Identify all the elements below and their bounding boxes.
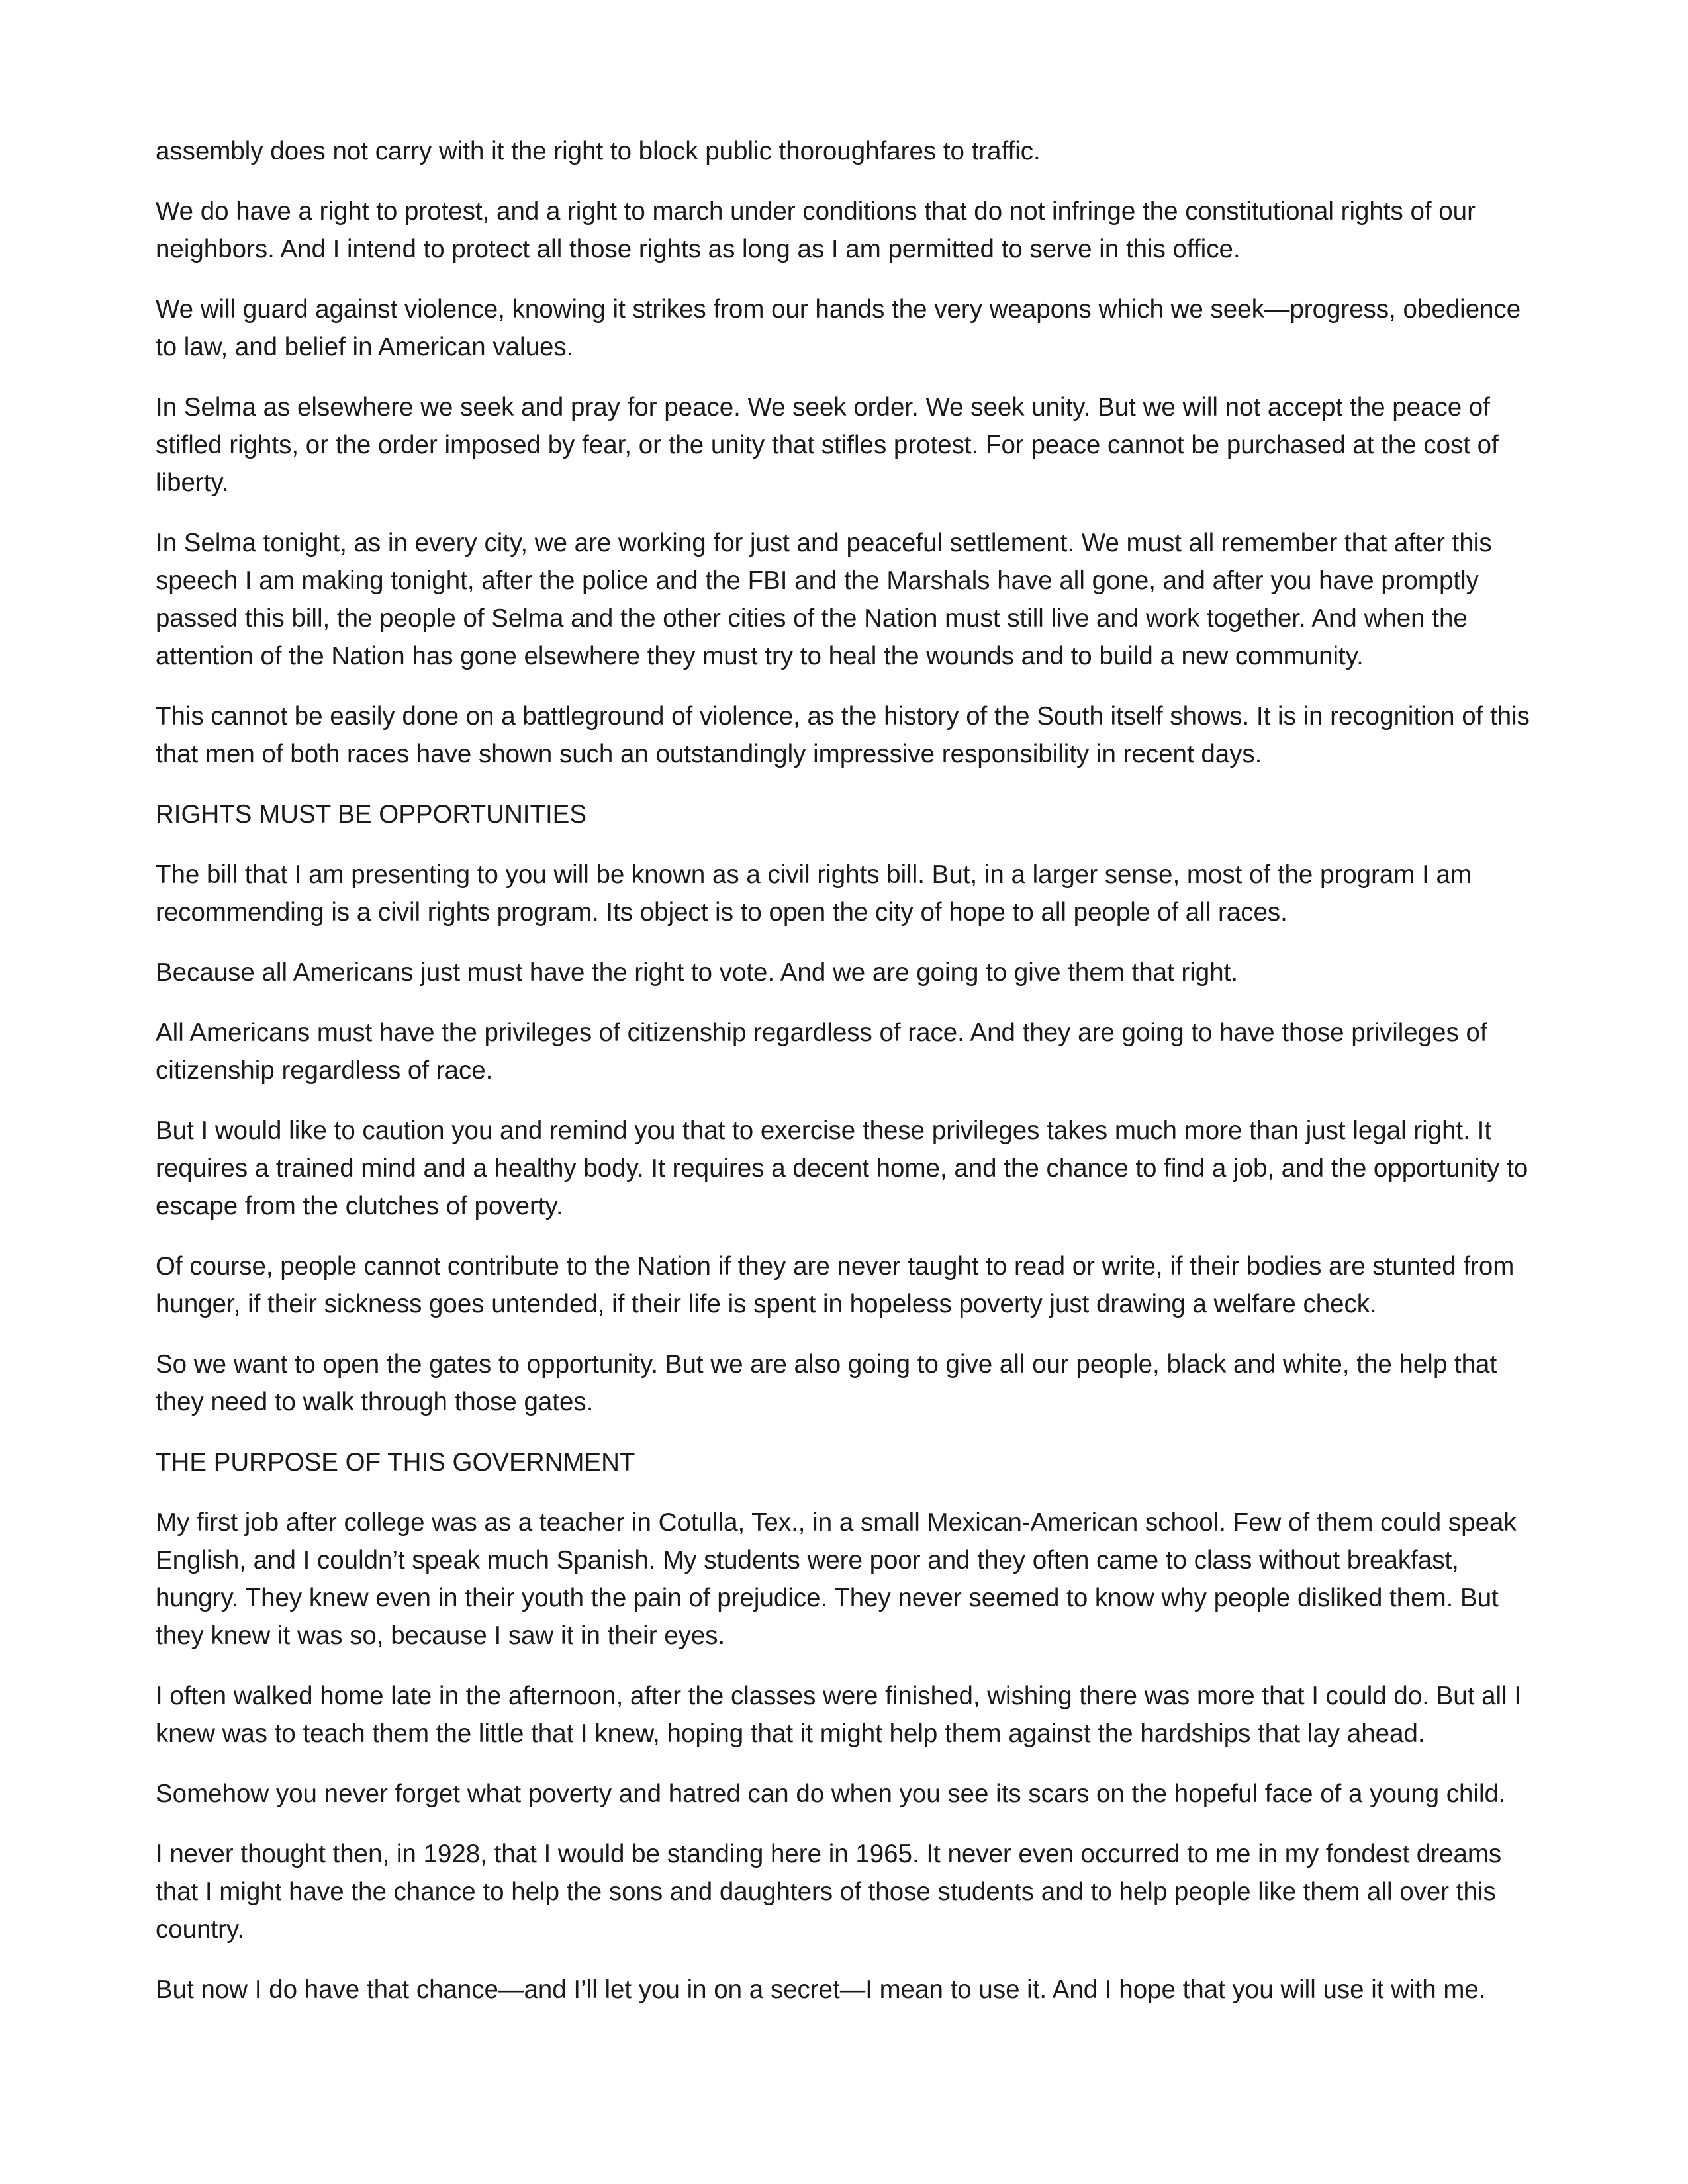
paragraph: Somehow you never forget what poverty and hatred can do when you see its scars on the hopeful face of a young child. bbox=[156, 1780, 1506, 1808]
paragraph: I often walked home late in the afternoon, after the classes were finished, wishing there was more that I could do. But all I knew was to teach them the little that I knew, hoping that it might help them against the hardships that lay ahead. bbox=[156, 1682, 1522, 1748]
paragraph: So we want to open the gates to opportunity. But we are also going to give all our people, black and white, the help that they need to walk through those gates. bbox=[156, 1350, 1497, 1416]
paragraph: We will guard against violence, knowing it strikes from our hands the very weapons which we seek—progress, obedience to law, and belief in American values. bbox=[156, 295, 1521, 361]
paragraph: My first job after college was as a teacher in Cotulla, Tex., in a small Mexican-American school. Few of them could speak English, and I couldn’t speak much Spanish. My students were poor and they often came to class without breakfast, hungry. They knew even in their youth the pain of prejudice. They never seemed to know why people disliked them. But they knew it was so, because I saw it in their eyes. bbox=[156, 1508, 1517, 1650]
paragraph: In Selma tonight, as in every city, we are working for just and peaceful settlement. We must all remember that after this speech I am making tonight, after the police and the FBI and the Marshals have all gone, and after you have promptly passed this bill, the people of Selma and the other cities of the Nation must still live and work together. And when the attention of the Nation has gone elsewhere they must try to heal the wounds and to build a new community. bbox=[156, 529, 1492, 670]
paragraph: This cannot be easily done on a battleground of violence, as the history of the South itself shows. It is in recognition of this that men of both races have shown such an outstandingly impressive responsibility in recent days. bbox=[156, 702, 1530, 768]
paragraph: But now I do have that chance—and I’ll let you in on a secret—I mean to use it. And I hope that you will use it with me. bbox=[156, 1976, 1486, 2004]
paragraph: The bill that I am presenting to you will be known as a civil rights bill. But, in a larger sense, most of the program I am recommending is a civil rights program. Its object is to open the city of hope to all people of all races. bbox=[156, 860, 1472, 927]
paragraph: I never thought then, in 1928, that I would be standing here in 1965. It never even occurred to me in my fondest dreams that I might have the chance to help the sons and daughters of those students and to help people like them all over this country. bbox=[156, 1840, 1502, 1944]
paragraph: We do have a right to protest, and a right to march under conditions that do not infringe the constitutional rights of our neighbors. And I intend to protect all those rights as long as I am permitted to serve in this office. bbox=[156, 197, 1476, 263]
paragraph: assembly does not carry with it the right to block public thoroughfares to traffic. bbox=[156, 137, 1041, 165]
paragraph: All Americans must have the privileges of citizenship regardless of race. And they are going to have those privileges of citizenship regardless of race. bbox=[156, 1019, 1487, 1085]
document-page bbox=[156, 132, 1539, 2031]
paragraph: But I would like to caution you and remind you that to exercise these privileges takes much more than just legal right. It requires a trained mind and a healthy body. It requires a decent home, and the chance to find a job, and the opportunity to escape from the clutches of poverty. bbox=[156, 1116, 1528, 1220]
paragraph: Of course, people cannot contribute to the Nation if they are never taught to read or write, if their bodies are stunted from hunger, if their sickness goes untended, if their life is spent in hopeless poverty just drawing a welfare check. bbox=[156, 1252, 1515, 1318]
paragraph: In Selma as elsewhere we seek and pray for peace. We seek order. We seek unity. But we will not accept the peace of stifled rights, or the order imposed by fear, or the unity that stifles protest. For peace cannot be purchased at the cost of liberty. bbox=[156, 393, 1499, 497]
section-heading: RIGHTS MUST BE OPPORTUNITIES bbox=[156, 800, 587, 829]
paragraph: Because all Americans just must have the right to vote. And we are going to give them that right. bbox=[156, 958, 1239, 987]
section-heading: THE PURPOSE OF THIS GOVERNMENT bbox=[156, 1448, 635, 1477]
